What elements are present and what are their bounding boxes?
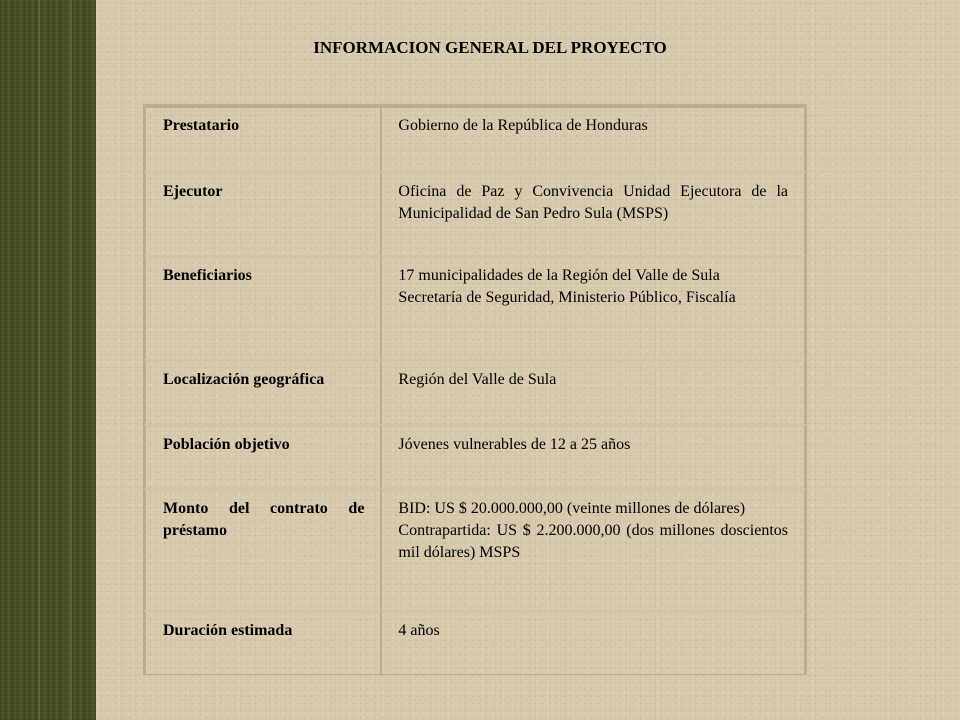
strip-line xyxy=(38,0,40,720)
table-row xyxy=(144,255,806,359)
row-value xyxy=(382,171,806,255)
row-value xyxy=(382,610,806,674)
row-value xyxy=(382,488,806,610)
table-row xyxy=(144,610,806,674)
row-value-line: 4 años xyxy=(398,622,440,639)
decorative-side-strip xyxy=(0,0,96,720)
row-value xyxy=(382,255,806,359)
row-label: Beneficiarios xyxy=(144,255,382,359)
row-label: Duración estimada xyxy=(144,610,382,674)
page-title-text: INFORMACION GENERAL DEL PROYECTO xyxy=(313,38,667,57)
row-value-line: BID: US $ 20.000.000,00 (veinte millones de dólares) xyxy=(398,500,746,517)
row-value-line: Secretaría de Seguridad, Ministerio Público, Fiscalía xyxy=(398,289,736,306)
row-value-line: Contrapartida: US $ 2.200.000,00 (dos millones doscientos mil dólares) MSPS xyxy=(398,522,788,561)
row-value xyxy=(382,359,806,424)
row-label: Población objetivo xyxy=(144,424,382,488)
row-label: Monto del contrato de préstamo xyxy=(144,488,382,610)
table-row xyxy=(144,359,806,424)
row-value-line: Oficina de Paz y Convivencia Unidad Ejecutora de la Municipalidad de San Pedro Sula (MSPS) xyxy=(398,183,788,222)
table-row xyxy=(144,171,806,255)
page-title xyxy=(0,38,960,58)
row-value-line: Jóvenes vulnerables de 12 a 25 años xyxy=(398,436,631,453)
row-value xyxy=(382,105,806,171)
row-label: Localización geográfica xyxy=(144,359,382,424)
row-value-line: Región del Valle de Sula xyxy=(398,371,557,388)
table-row xyxy=(144,105,806,171)
row-value xyxy=(382,424,806,488)
row-value-line: Gobierno de la República de Honduras xyxy=(398,117,648,134)
row-label: Ejecutor xyxy=(144,171,382,255)
table-row xyxy=(144,488,806,610)
row-label: Prestatario xyxy=(144,105,382,171)
strip-line xyxy=(70,0,72,720)
project-info-table xyxy=(143,104,807,675)
table-row xyxy=(144,424,806,488)
row-value-line: 17 municipalidades de la Región del Valle de Sula xyxy=(398,267,720,284)
